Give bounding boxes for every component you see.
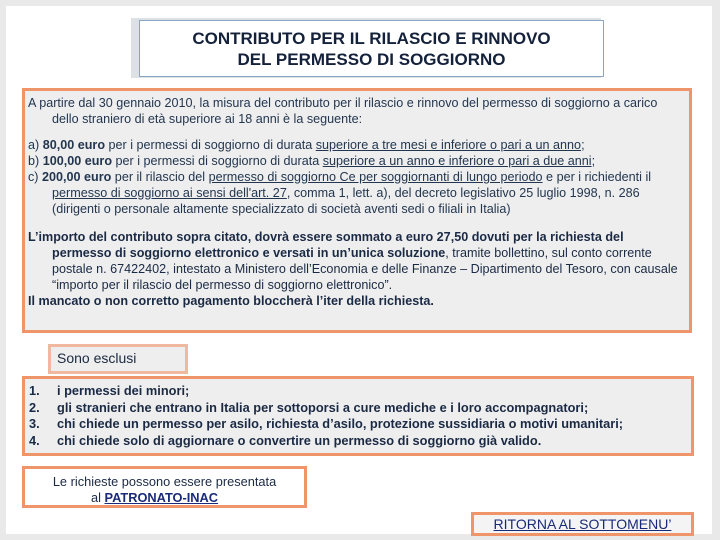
fee-item-c-text: per il rilascio del <box>111 170 209 184</box>
list-item <box>29 416 685 433</box>
requests-box <box>22 466 307 508</box>
intro-text: A partire dal 30 gennaio 2010, la misura del contributo per il rilascio e rinnovo del permesso di soggiorno a carico dello straniero di età superiore ai 18 anni è la seguente: <box>28 96 658 126</box>
list-item-text: i permessi dei minori; <box>57 383 190 398</box>
requests-prefix: al <box>91 490 105 505</box>
excluded-list <box>22 376 694 456</box>
patronato-inac-link[interactable]: PATRONATO-INAC <box>104 490 219 505</box>
list-item-text: chi chiede solo di aggiornare o convertire un permesso di soggiorno già valido. <box>57 432 542 448</box>
fee-item-b-duration: superiore a un anno e inferiore o pari a due anni <box>322 154 592 168</box>
list-item-text: chi chiede un permesso per asilo, richiesta d’asilo, protezione sussidiaria o motivi umanitari; <box>57 416 624 431</box>
page-title <box>139 20 604 77</box>
frame-left <box>0 0 6 540</box>
fee-item-b-text: per i permessi di soggiorno di durata <box>112 154 323 168</box>
requests-text: Le richieste possono essere presentata <box>52 474 277 489</box>
fee-item-b-end: ; <box>591 154 596 168</box>
fee-item-b <box>28 153 684 169</box>
fee-item-c-prefix: c) <box>28 170 42 184</box>
fee-item-c-text-2: e per i richiedenti il <box>542 170 652 184</box>
list-item-number: 1. <box>29 383 40 398</box>
page-title-line-1: CONTRIBUTO PER IL RILASCIO E RINNOVO <box>192 28 551 48</box>
list-item <box>29 400 685 417</box>
frame-top <box>0 0 720 6</box>
fee-item-a-text: per i permessi di soggiorno di durata <box>105 138 316 152</box>
fee-item-a-amount: 80,00 euro <box>42 138 106 152</box>
fee-item-c <box>28 169 684 217</box>
fee-item-a-prefix: a) <box>28 138 43 152</box>
fee-item-c-article: permesso di soggiorno ai sensi dell'art. 27 <box>52 186 287 200</box>
payment-text-details: , tramite bollettino, sul conto corrente postale n. 67422402, intestato a Ministero dell’Economia e delle Finanze – Dipartimento del Tesoro, con causale “importo per il rilascio del permesso di soggiorno elettronico”. <box>52 246 678 292</box>
payment-text <box>28 229 684 293</box>
fee-item-a-end: ; <box>581 138 585 152</box>
fee-item-c-amount: 200,00 euro <box>42 170 112 184</box>
fee-item-a-duration: superiore a tre mesi e inferiore o pari a un anno <box>315 138 582 152</box>
fee-item-b-prefix: b) <box>28 154 43 168</box>
fee-item-c-permit-type: permesso di soggiorno Ce per soggiornanti di lungo periodo <box>208 170 543 184</box>
fee-item-a <box>28 137 684 153</box>
fee-item-c-text-3: , comma 1, lett. a), del decreto legislativo 25 luglio 1998, n. 286 (dirigenti o personale altamente specializzato di società aventi sedi o filiali in Italia) <box>52 186 640 216</box>
page-title-line-2: DEL PERMESSO DI SOGGIORNO <box>237 49 506 69</box>
excluded-label: Sono esclusi <box>48 344 188 374</box>
fees-panel <box>22 88 692 333</box>
list-item-text: gli stranieri che entrano in Italia per sottoporsi a cure mediche e i loro accompagnatori; <box>57 399 589 415</box>
fee-item-b-amount: 100,00 euro <box>42 154 113 168</box>
list-item-number: 4. <box>29 432 40 448</box>
list-item <box>29 383 685 400</box>
requests-line-2 <box>35 490 294 506</box>
payment-warning: Il mancato o non corretto pagamento bloccherà l’iter della richiesta. <box>28 294 434 308</box>
list-item-number: 3. <box>29 416 40 431</box>
payment-text-bold: L’importo del contributo sopra citato, dovrà essere sommato a euro 27,50 dovuti per la richiesta del permesso di soggiorno elettronico e versati in un’unica soluzione <box>28 230 624 260</box>
back-to-submenu-button[interactable]: RITORNA AL SOTTOMENU’ <box>471 512 694 536</box>
frame-right <box>712 0 720 540</box>
list-item-number: 2. <box>29 399 40 415</box>
list-item <box>29 433 685 450</box>
